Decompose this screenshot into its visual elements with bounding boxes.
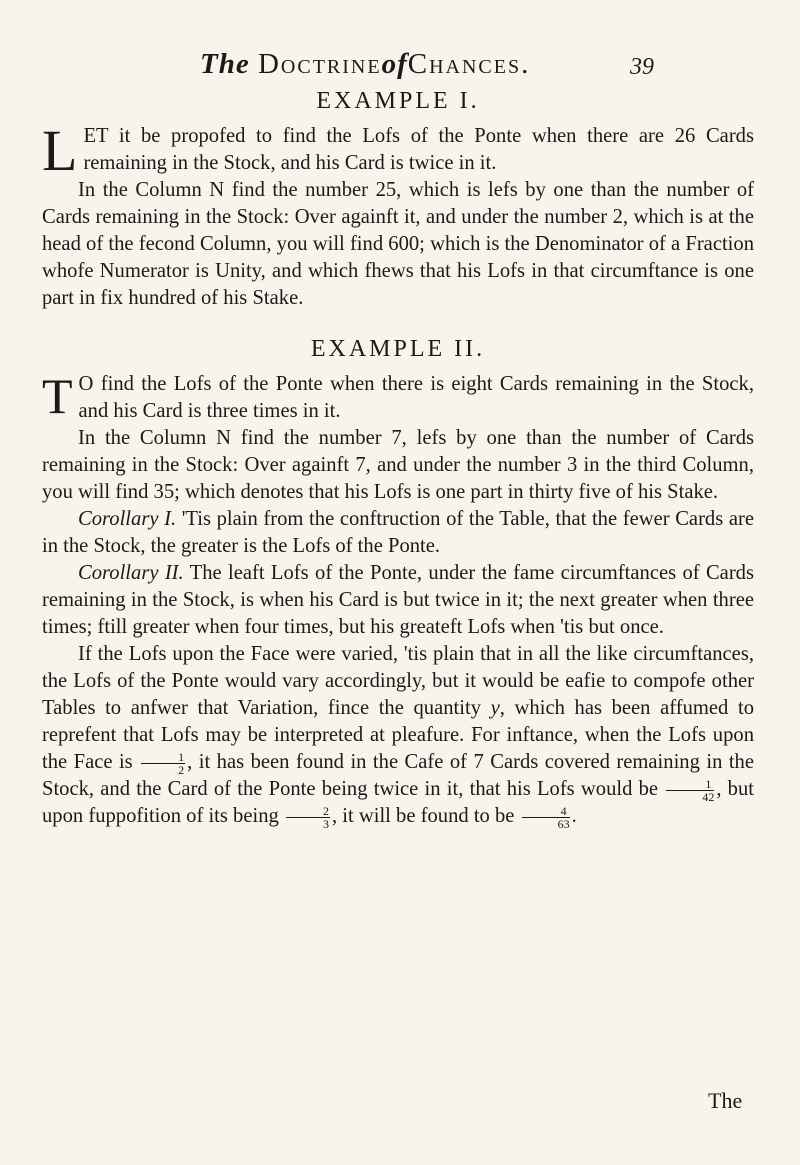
frac1-den: 2 bbox=[178, 762, 185, 777]
corollary2-label: Corollary II. bbox=[78, 562, 184, 584]
fraction-two-thirds bbox=[286, 805, 330, 830]
drop-cap-l: L bbox=[42, 118, 78, 183]
title-of: of bbox=[381, 48, 408, 80]
example1-heading: EXAMPLE I. bbox=[316, 88, 480, 114]
corollary2-text: The leaft Lofs of the Ponte, under the fame circumftances of Cards remaining in the Stock, is when his Card is but twice in it; the next greater when three times; ftill greater when four times, but his greateft Lofs when 'tis but once. bbox=[42, 562, 754, 638]
variable-y: y bbox=[490, 697, 500, 719]
final-paragraph bbox=[42, 641, 754, 830]
final-text-part3: , it has been found in the Cafe of 7 Cards covered remaining in the Stock, and the Card of the Ponte being twice in it, that his Lofs would be bbox=[42, 751, 754, 800]
corollary2-paragraph bbox=[42, 560, 754, 641]
example2-paragraph1 bbox=[42, 368, 754, 425]
final-text-part6: . bbox=[571, 805, 577, 827]
frac3-den: 3 bbox=[322, 816, 329, 831]
body-text bbox=[42, 88, 754, 830]
corollary1-text: 'Tis plain from the conftruction of the Table, that the fewer Cards are in the Stock, the greater is the Lofs of the Ponte. bbox=[42, 508, 754, 557]
example1-p1-text: ET it be propofed to find the Lofs of the Ponte when there are 26 Cards remaining in the Stock, and his Card is twice in it. bbox=[83, 125, 754, 174]
example1-paragraph1 bbox=[42, 118, 754, 183]
final-text-part1: If the Lofs upon the Face were varied, 'tis plain that in all the like circumftances, the Lofs of the Ponte would vary accordingly, but it would be eafie to compofe other Tables to anfwer that Variation, fince the quantity bbox=[42, 643, 754, 719]
final-text-part2: , which has been affumed to reprefent that Lofs may be interpreted at pleafure. For inftance, when the Lofs upon the Face is bbox=[42, 697, 754, 773]
drop-cap-t: T bbox=[42, 368, 73, 424]
frac1-num: 1 bbox=[141, 751, 185, 764]
example2-paragraph2: In the Column N find the number 7, lefs by one than the number of Cards remaining in the Stock: Over againft 7, and under the number 3 in the third Column, you will find 35; which denotes that his Lofs is one part in thirty five of his Stake. bbox=[42, 427, 754, 503]
fraction-one-half bbox=[141, 751, 185, 776]
running-head bbox=[200, 48, 620, 81]
frac2-den: 42 bbox=[702, 789, 715, 804]
page-number: 39 bbox=[630, 54, 654, 80]
title-chances: Chances. bbox=[407, 48, 531, 80]
fraction-one-42 bbox=[666, 778, 714, 803]
frac2-num: 1 bbox=[666, 778, 714, 791]
corollary1-paragraph bbox=[42, 506, 754, 560]
catchword: The bbox=[708, 1088, 743, 1113]
final-text-part4: , but upon fuppofition of its being bbox=[42, 778, 754, 827]
frac3-num: 2 bbox=[286, 805, 330, 818]
title-the: The bbox=[200, 48, 250, 80]
example2-p1-text: O find the Lofs of the Ponte when there is eight Cards remaining in the Stock, and his Card is three times in it. bbox=[78, 373, 754, 422]
title-doctrine: Doctrine bbox=[257, 48, 382, 80]
frac4-num: 4 bbox=[522, 805, 570, 818]
corollary1-label: Corollary I. bbox=[78, 508, 177, 530]
example2-heading: EXAMPLE II. bbox=[310, 336, 486, 362]
fraction-four-63 bbox=[522, 805, 570, 830]
final-text-part5: , it will be found to be bbox=[331, 805, 515, 827]
frac4-den: 63 bbox=[557, 816, 570, 831]
example1-paragraph2: In the Column N find the number 25, which is lefs by one than the number of Cards remaining in the Stock: Over againft it, and under the number 2, which is at the head of the fecond Column, you will find 600; which is the Denominator of a Fraction whofe Numerator is Unity, and which fhews that his Lofs in that circumftance is one part in fix hundred of his Stake. bbox=[42, 179, 754, 309]
